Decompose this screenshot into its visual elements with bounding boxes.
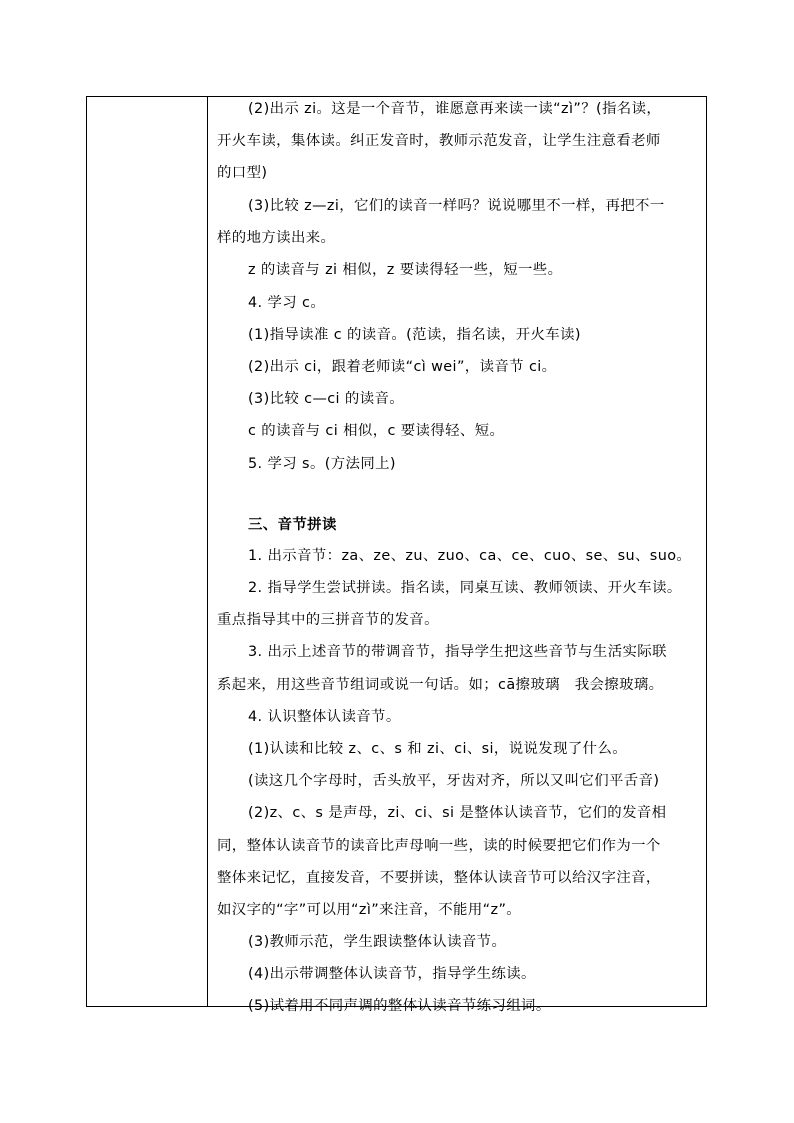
text-line: 3. 出示上述音节的带调音节，指导学生把这些音节与生活实际联 (248, 644, 667, 660)
text-line: 1. 出示音节：za、ze、zu、zuo、ca、ce、cuo、se、su、suo。 (248, 548, 692, 564)
text-line: 如汉字的“字”可以用“zì”来注音，不能用“z”。 (217, 902, 522, 918)
table-column-divider (207, 97, 208, 1006)
text-line: (2)出示 zi。这是一个音节，谁愿意再来读一读“zì”？(指名读， (248, 101, 662, 117)
text-line: 重点指导其中的三拼音节的发音。 (217, 612, 439, 628)
text-line: (2)z、c、s 是声母，zi、ci、si 是整体认读音节，它们的发音相 (248, 805, 667, 821)
text-line: 5. 学习 s。(方法同上) (248, 456, 396, 472)
text-line: (3)比较 c—ci 的读音。 (248, 391, 405, 407)
text-line: (读这几个字母时，舌头放平，牙齿对齐，所以又叫它们平舌音) (248, 773, 660, 789)
text-line: (4)出示带调整体认读音节，指导学生练读。 (248, 966, 536, 982)
text-line: (2)出示 ci，跟着老师读“cì wei”，读音节 ci。 (248, 359, 557, 375)
text-line: (1)认读和比较 z、c、s 和 zi、ci、si，说说发现了什么。 (248, 741, 628, 757)
text-line: (1)指导读准 c 的读音。(范读，指名读，开火车读) (248, 327, 581, 343)
text-line: 的口型) (217, 165, 268, 181)
text-line: 系起来，用这些音节组词或说一句话。如；cā擦玻璃 我会擦玻璃。 (217, 677, 664, 693)
text-line: (3)比较 z—zi，它们的读音一样吗？说说哪里不一样，再把不一 (248, 198, 665, 214)
text-line: 2. 指导学生尝试拼读。指名读，同桌互读、教师领读、开火车读。 (248, 580, 682, 596)
text-line: z 的读音与 zi 相似，z 要读得轻一些，短一些。 (248, 262, 563, 278)
text-line: 4. 学习 c。 (248, 295, 326, 311)
lesson-plan-table (86, 96, 707, 1014)
section-heading: 三、音节拼读 (248, 517, 337, 533)
text-line: c 的读音与 ci 相似，c 要读得轻、短。 (248, 423, 505, 439)
text-line: 同，整体认读音节的读音比声母响一些，读的时候要把它们作为一个 (217, 838, 661, 854)
text-line: 开火车读，集体读。纠正发音时，教师示范发音，让学生注意看老师 (217, 133, 661, 149)
text-line: (5)试着用不同声调的整体认读音节练习组词。 (248, 998, 551, 1014)
text-line: 整体来记忆，直接发音，不要拼读，整体认读音节可以给汉字注音， (217, 870, 661, 886)
text-line: (3)教师示范，学生跟读整体认读音节。 (248, 934, 507, 950)
text-line: 4. 认识整体认读音节。 (248, 709, 401, 725)
text-line: 样的地方读出来。 (217, 230, 336, 246)
